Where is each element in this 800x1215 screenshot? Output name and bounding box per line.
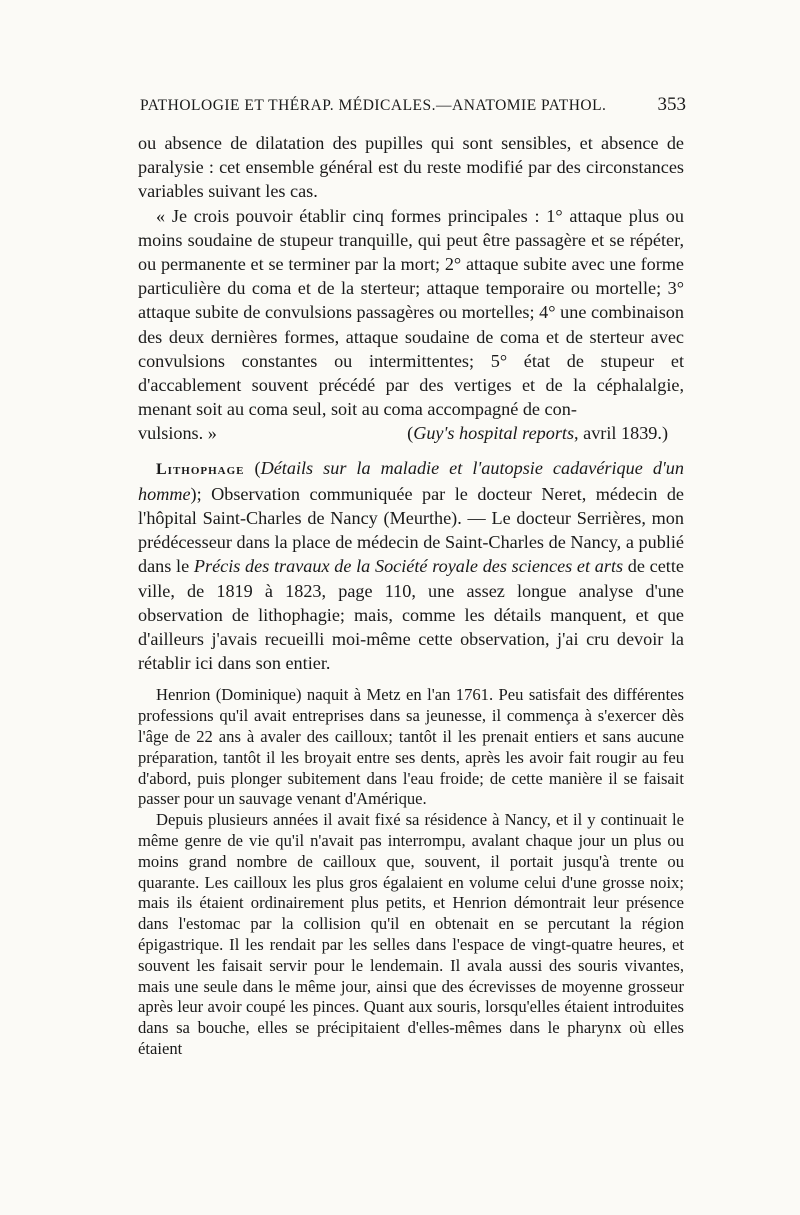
- journal-title: Précis des travaux de la Société royale des sciences et arts: [193, 556, 624, 577]
- section-heading: Lithophage: [156, 460, 245, 478]
- running-header: [140, 94, 686, 116]
- quote-end: vulsions. »: [138, 423, 217, 444]
- page-number: 353: [657, 94, 686, 115]
- quoted-paragraph: « Je crois pouvoir établir cinq formes principales : 1° attaque plus ou moins soudaine de stupeur tranquille, qui peut être passagère et se répéter, ou permanente et se terminer par la mort; 2° attaque subite avec une forme particulière du coma et de la sterteur; attaque temporaire ou mortelle; 3° attaque subite de convulsions passagères ou mortelles; 4° une combinaison des deux dernières formes, attaque soudaine de coma et de sterteur avec convulsions constantes ou intermittentes; 5° état de stupeur et d'accablement souvent précédé par des vertiges et de la céphalalgie, menant soit au coma seul, soit au coma accompagné de con-: [138, 205, 684, 420]
- paragraph: Henrion (Dominique) naquit à Metz en l'an 1761. Peu satisfait des différentes professions qu'il avait entreprises dans sa jeunesse, il commença à s'exercer dès l'âge de 22 ans à avaler des cailloux; tantôt il les prenait entiers et sans aucune préparation, tantôt il les broyait entre ses dents, après les avoir fait rougir au feu d'abord, puis plonger subitement dans l'eau froide; de cette manière il se faisait passer pour un sauvage venant d'Amérique.: [138, 685, 684, 809]
- citation-line: [138, 421, 684, 445]
- section-title: Détails sur la maladie et l'autopsie cadavérique d'un homme: [138, 457, 684, 504]
- paragraph: ou absence de dilatation des pupilles qui sont sensibles, et absence de paralysie : cet ensemble général est du reste modifié par des circonstances variables suivant les cas.: [138, 133, 684, 202]
- paragraph: Depuis plusieurs années il avait fixé sa résidence à Nancy, et il y continuait le même genre de vie qu'il n'avait pas interrompu, avalant chaque jour un plus ou moins grand nombre de cailloux que, souvent, il portait jusqu'à trente ou quarante. Les cailloux les plus gros égalaient en volume celui d'une grosse noix; mais ils étaient ordinairement plus petits, et Henrion démontrait leur présence dans l'estomac par la collision qu'il en obtenait en se percutant la région épigastrique. Il les rendait par les selles dans l'espace de vingt-quatre heures, et souvent les faisait servir pour le lendemain. Il avala aussi des souris vivantes, mais une seule dans le même jour, ainsi que des écrevisses de moyenne grosseur après leur avoir coupé les pinces. Quant aux souris, lorsqu'elles étaient introduites dans sa bouche, elles se précipitaient d'elles-mêmes dans le pharynx où elles étaient: [138, 810, 684, 1059]
- citation: (Guy's hospital reports, avril 1839.): [407, 423, 668, 444]
- body-text: [138, 131, 684, 1060]
- section-paragraph: Lithophage (Détails sur la maladie et l'autopsie cadavérique d'un homme); Observation communiquée par le docteur Neret, médecin de l'hôpital Saint-Charles de Nancy (Meurthe). — Le docteur Serrières, mon prédécesseur dans la place de médecin de Saint-Charles de Nancy, a publié dans le Précis des travaux de la Société royale des sciences et arts de cette ville, de 1819 à 1823, page 110, une assez longue analyse d'une observation de lithophagie; mais, comme les détails manquent, et que d'ailleurs j'avais recueilli moi-même cette observation, j'ai cru devoir la rétablir ici dans son entier.: [138, 457, 684, 674]
- running-title: PATHOLOGIE ET THÉRAP. MÉDICALES.—ANATOMIE PATHOL.: [140, 97, 607, 114]
- citation-source: Guy's hospital reports: [413, 423, 575, 444]
